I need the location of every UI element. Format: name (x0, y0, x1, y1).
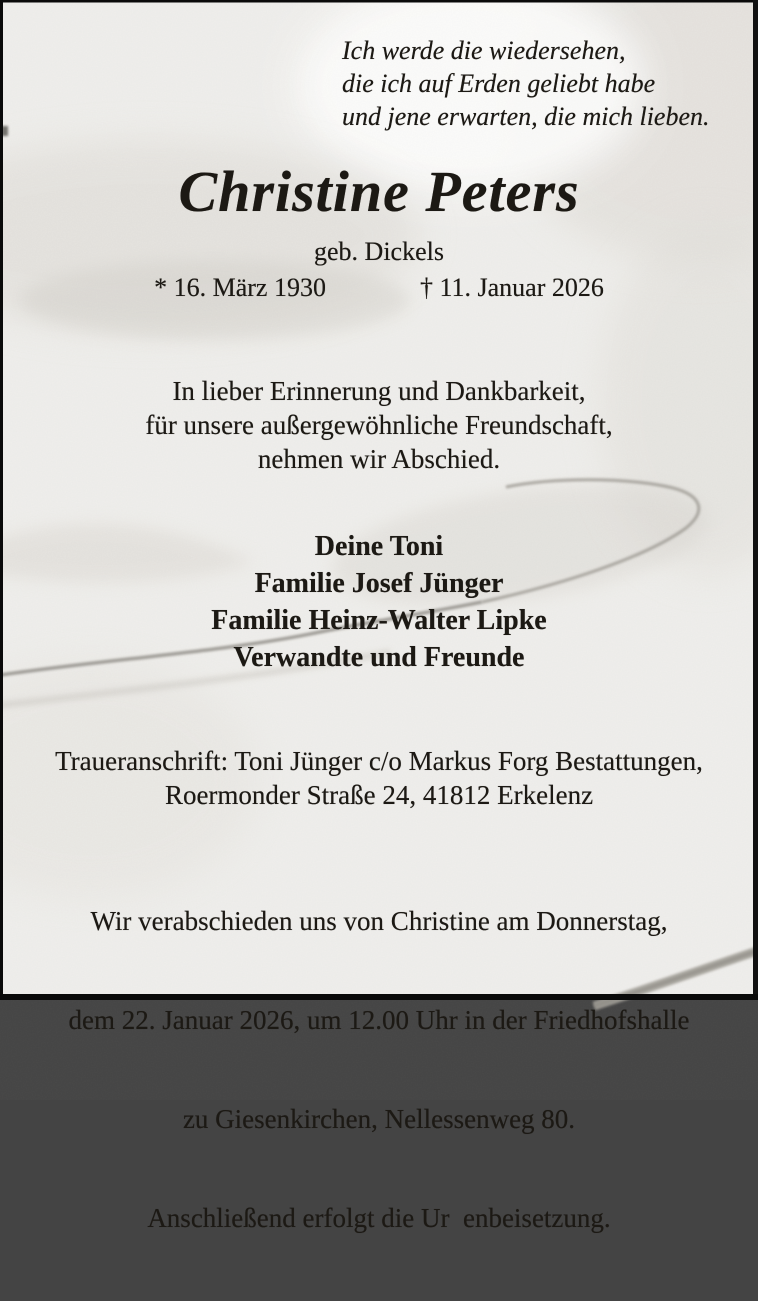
tribute-line: nehmen wir Abschied. (257, 444, 501, 474)
funeral-announcement (0, 839, 758, 1301)
mourner-line: Verwandte und Freunde (233, 642, 525, 673)
address-line: Traueranschrift: Toni Jünger c/o Markus Forg Bestattungen, (55, 746, 703, 776)
epigraph (342, 34, 710, 133)
tribute-line: für unsere außergewöhnliche Freundschaft, (145, 410, 613, 440)
mourners-list (0, 528, 758, 676)
funeral-line: dem 22. Januar 2026, um 12.00 Uhr in der Friedhofshalle (68, 1005, 690, 1035)
maiden-name: geb. Dickels (314, 237, 444, 266)
funeral-line: Anschließend erfolgt die Ur enbeisetzung. (147, 1203, 611, 1233)
tribute-text (0, 374, 758, 476)
death-date: † 11. Januar 2026 (419, 273, 604, 302)
address-line: Roermonder Straße 24, 41812 Erkelenz (164, 780, 594, 810)
funeral-line: zu Giesenkirchen, Nellessenweg 80. (182, 1104, 576, 1134)
epigraph-line: und jene erwarten, die mich lieben. (342, 102, 710, 131)
tribute-line: In lieber Erinnerung und Dankbarkeit, (172, 376, 586, 406)
birth-date: * 16. März 1930 (154, 273, 326, 302)
epigraph-line: die ich auf Erden geliebt habe (342, 69, 656, 98)
mourner-line: Familie Heinz-Walter Lipke (211, 605, 547, 636)
mourning-address (0, 744, 758, 812)
deceased-name: Christine Peters (178, 159, 580, 224)
mourner-line: Familie Josef Jünger (254, 568, 504, 599)
life-dates (0, 271, 758, 304)
funeral-line: Wir verabschieden uns von Christine am Donnerstag, (90, 906, 668, 936)
epigraph-line: Ich werde die wiedersehen, (342, 36, 626, 65)
mourner-line: Deine Toni (314, 531, 444, 562)
